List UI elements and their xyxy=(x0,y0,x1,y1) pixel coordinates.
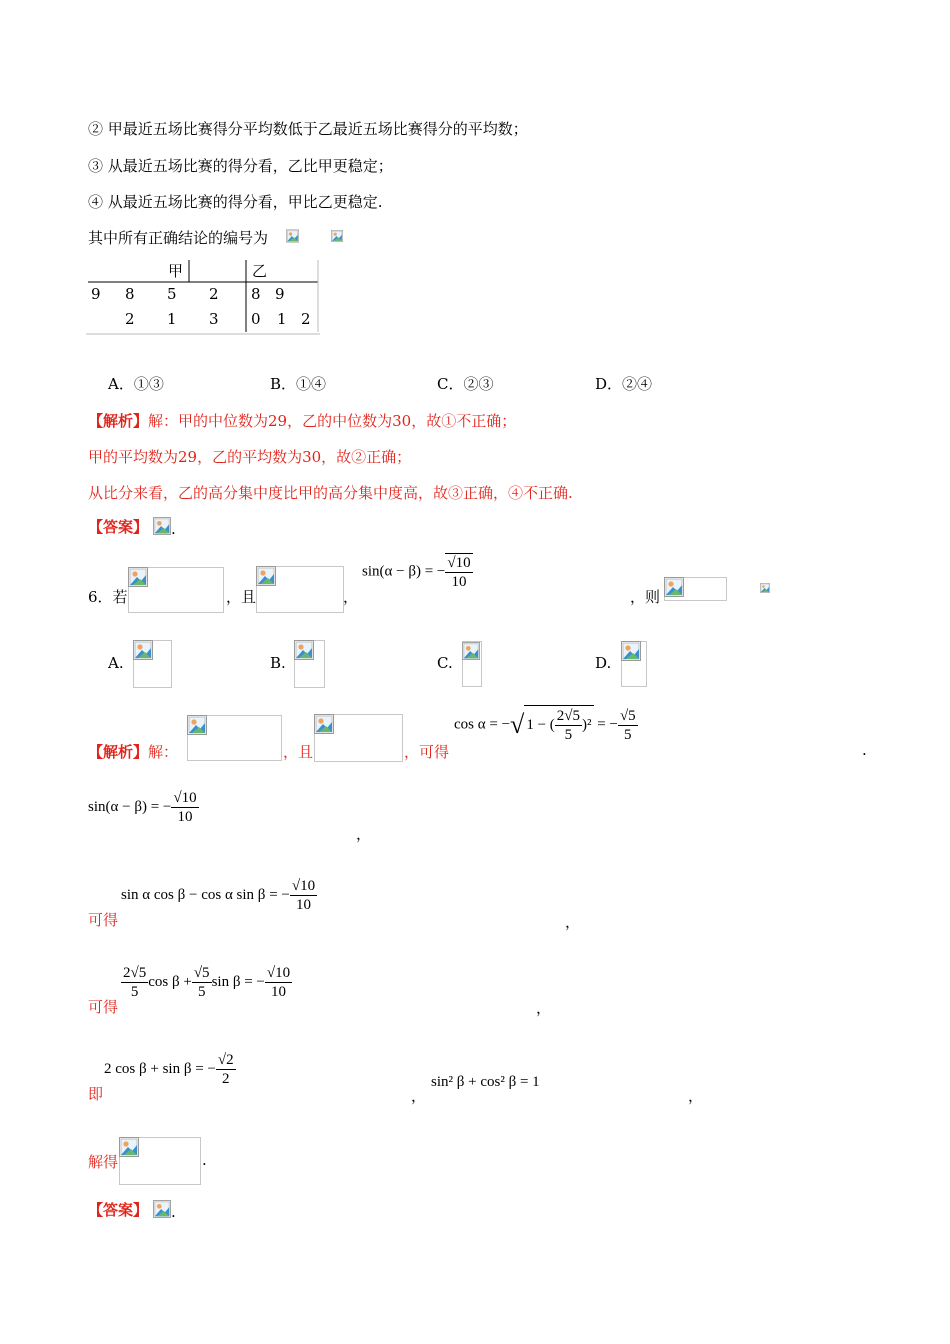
denominator: 10 xyxy=(270,984,286,1000)
q6-option-a: A. xyxy=(108,654,124,672)
option-c: C．②③ xyxy=(437,375,494,393)
header-jia: 甲 xyxy=(168,262,184,280)
line-comma: ， xyxy=(356,825,372,843)
identity-equation: sin² β + cos² β = 1 xyxy=(431,1074,540,1090)
q5-solution-line2: 甲的平均数为29，乙的平均数为30，故②正确； xyxy=(88,448,412,466)
broken-image-icon xyxy=(314,714,334,734)
line-period: . xyxy=(862,741,867,759)
numerator: √2 xyxy=(217,1052,234,1068)
leaf-right: 9 xyxy=(275,285,285,303)
broken-image-icon xyxy=(664,577,684,597)
denominator: 10 xyxy=(295,897,311,913)
cos-alpha-equation xyxy=(454,705,638,745)
radicand xyxy=(524,705,593,745)
option-b: B．①④ xyxy=(270,375,327,393)
denominator: 5 xyxy=(564,727,573,743)
fraction xyxy=(121,964,148,1001)
analysis-tag: 【解析】 xyxy=(88,412,149,430)
line-period: . xyxy=(202,1151,207,1169)
leaf-right: 1 xyxy=(277,310,287,328)
kede-label: 可得 xyxy=(88,911,119,929)
denominator: 5 xyxy=(624,726,632,743)
expand-lhs: sin α cos β − cos α sin β = − xyxy=(121,887,290,903)
q6-number: 6．若 xyxy=(88,588,128,606)
lin-lhs: 2 cos β + sin β = − xyxy=(104,1061,216,1077)
numerator: 2√5 xyxy=(556,708,581,724)
fraction xyxy=(216,1051,236,1088)
leaf-right: 0 xyxy=(251,310,261,328)
broken-image-icon xyxy=(286,226,299,246)
q5-answer-tag: 【答案】 xyxy=(88,518,149,536)
stem-value: 3 xyxy=(209,310,219,328)
leaf-left: 8 xyxy=(125,285,135,303)
fraction xyxy=(618,707,638,744)
denominator: 5 xyxy=(197,984,206,1000)
numerator: √5 xyxy=(193,965,210,981)
q6-solution-kede: ，可得 xyxy=(404,743,450,761)
q6-answer-period: . xyxy=(171,1203,176,1221)
line-comma: ， xyxy=(536,999,552,1017)
q6-and: ，且 xyxy=(226,588,257,606)
stem-leaf-plot xyxy=(86,258,321,336)
numerator: √10 xyxy=(173,790,197,806)
solution-jie: 解： xyxy=(148,743,179,761)
numerator: √5 xyxy=(619,707,636,724)
linear-equation xyxy=(104,1051,236,1088)
broken-image-icon xyxy=(256,566,276,586)
fraction xyxy=(171,789,198,826)
broken-image-icon xyxy=(187,715,207,735)
broken-image-icon xyxy=(760,577,770,599)
stem-value: 2 xyxy=(209,285,219,303)
q5-solution-line1 xyxy=(88,410,516,431)
q6-answer-tag: 【答案】 xyxy=(88,1201,149,1219)
broken-image-icon xyxy=(462,641,480,661)
sin-diff-equation xyxy=(88,789,199,826)
line-comma: ， xyxy=(688,1087,704,1105)
broken-image-icon xyxy=(294,640,314,660)
numerator: 2√5 xyxy=(123,965,147,981)
q6-solution-line1 xyxy=(88,741,178,762)
numerator: √10 xyxy=(291,878,316,894)
q6-option-b: B. xyxy=(270,654,286,672)
q6-comma: ， xyxy=(343,588,359,606)
q6-equation xyxy=(362,553,473,591)
solution-text: 解：甲的中位数为29，乙的中位数为30，故①不正确； xyxy=(148,412,517,430)
statement-4: ④ 从最近五场比赛的得分看，甲比乙更稳定. xyxy=(88,193,383,211)
q5-prompt: 其中所有正确结论的编号为 xyxy=(88,229,269,247)
broken-image-icon xyxy=(153,517,171,535)
q6-option-c: C. xyxy=(437,654,453,672)
leaf-right: 2 xyxy=(301,310,311,328)
fraction xyxy=(265,964,292,1001)
fraction xyxy=(192,964,212,1001)
analysis-tag: 【解析】 xyxy=(88,743,149,761)
leaf-left: 1 xyxy=(167,310,177,328)
broken-image-icon xyxy=(153,1200,171,1218)
statement-2: ② 甲最近五场比赛得分平均数低于乙最近五场比赛得分的平均数； xyxy=(88,120,528,138)
option-a: A．①③ xyxy=(108,375,164,393)
q6-solution-and: ，且 xyxy=(283,743,314,761)
eq-lhs: sin(α − β) = − xyxy=(362,563,446,580)
denominator: 10 xyxy=(451,574,467,590)
broken-image-icon xyxy=(133,640,153,660)
cos-beta-plus: cos β + xyxy=(148,974,192,990)
substituted-equation xyxy=(121,964,292,1001)
leaf-left: 2 xyxy=(125,310,135,328)
option-d: D．②④ xyxy=(595,375,653,393)
fraction xyxy=(290,877,317,914)
line-comma: ， xyxy=(411,1087,427,1105)
radical-sign: √ xyxy=(510,710,525,739)
eq-neg: = − xyxy=(593,716,618,733)
line-comma: ， xyxy=(565,913,581,931)
jiede-label: 解得 xyxy=(88,1153,119,1171)
leaf-left: 9 xyxy=(91,285,101,303)
broken-image-icon xyxy=(621,641,641,661)
cos-lhs: cos α = − xyxy=(454,716,511,733)
one-minus: 1 − ( xyxy=(526,717,555,733)
q5-solution-line3: 从比分来看，乙的高分集中度比甲的高分集中度高，故③正确，④不正确. xyxy=(88,484,573,502)
kede-label: 可得 xyxy=(88,998,119,1016)
expand-equation xyxy=(121,877,317,914)
fraction xyxy=(555,707,582,744)
header-yi: 乙 xyxy=(252,262,268,280)
broken-image-icon xyxy=(128,567,148,587)
denominator: 5 xyxy=(130,984,139,1000)
q5-answer-period: . xyxy=(171,520,176,538)
leaf-right: 8 xyxy=(251,285,261,303)
sin-beta-eq: sin β = − xyxy=(211,974,265,990)
statement-3: ③ 从最近五场比赛的得分看，乙比甲更稳定； xyxy=(88,157,393,175)
fraction xyxy=(445,553,472,591)
numerator: √10 xyxy=(447,555,471,571)
q6-then: ，则 xyxy=(630,588,661,606)
ji-label: 即 xyxy=(88,1085,104,1103)
denominator: 2 xyxy=(222,1071,230,1087)
denominator: 10 xyxy=(177,809,193,825)
sin-lhs: sin(α − β) = − xyxy=(88,799,172,815)
leaf-left: 5 xyxy=(167,285,177,303)
broken-image-icon xyxy=(331,226,343,246)
square-close: )² xyxy=(582,717,592,733)
numerator: √10 xyxy=(266,965,291,981)
q6-option-d: D. xyxy=(595,654,612,672)
broken-image-icon xyxy=(119,1137,139,1157)
